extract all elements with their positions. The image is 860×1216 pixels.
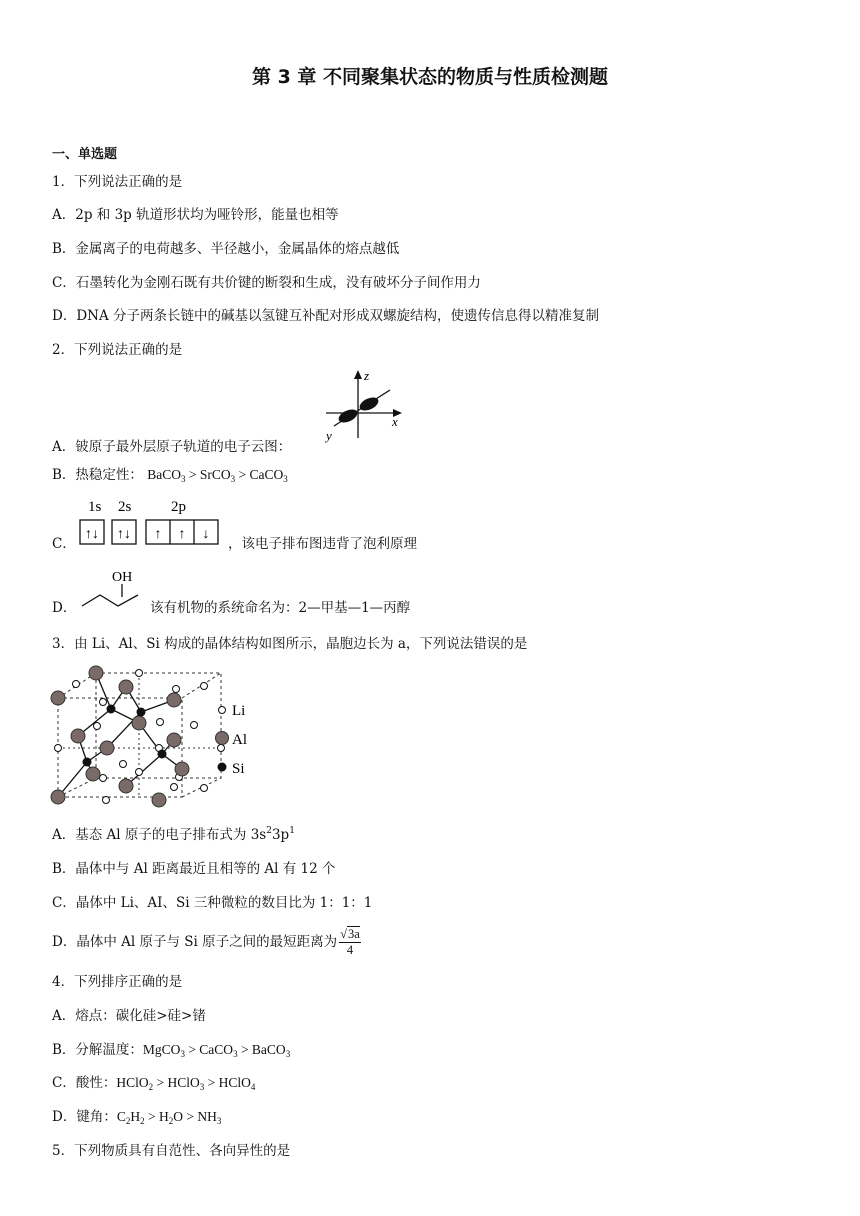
axis-x-label: x xyxy=(392,414,398,429)
q1-option-b: B．金属离子的电荷越多、半径越小，金属晶体的熔点越低 xyxy=(52,241,400,257)
orbital-box-2s: ↑↓ xyxy=(117,527,131,542)
orbital-label-2s: 2s xyxy=(118,499,132,515)
organic-structure xyxy=(76,566,146,614)
q2-option-b-label: B．热稳定性： xyxy=(52,467,143,483)
q1-option-c: C．石墨转化为金刚石既有共价键的断裂和生成，没有破坏分子间作用力 xyxy=(52,275,481,291)
axis-z-label: z xyxy=(364,368,370,383)
q5-stem: 5．下列物质具有自范性、各向异性的是 xyxy=(52,1143,291,1159)
q4-option-c: C．酸性：HClO$_2$ > HClO$_3$ > HClO$_4$ xyxy=(52,1075,256,1092)
orbital-label-1s: 1s xyxy=(88,499,102,515)
legend-li: Li xyxy=(232,703,246,719)
hydroxyl-label: OH xyxy=(112,570,133,585)
page-title: 第 3 章 不同聚集状态的物质与性质检测题 xyxy=(251,66,609,88)
q2-option-b xyxy=(52,466,288,484)
crystal-structure-figure xyxy=(44,664,264,814)
axis-y-label: y xyxy=(326,428,332,443)
legend-al: Al xyxy=(232,732,247,748)
thermal-stability-formula: BaCO$_3$ > SrCO$_3$ > CaCO$_3$ xyxy=(147,467,288,484)
q3-option-b: B．晶体中与 Al 距离最近且相等的 Al 有 12 个 xyxy=(52,861,336,877)
orbital-box-1s: ↑↓ xyxy=(85,527,99,542)
q4-option-d: D．键角：$C_2H_2 > H_2O > NH_3$ xyxy=(52,1109,222,1126)
q2-option-c-text: ，该电子排布图违背了泡利原理 xyxy=(228,536,417,552)
orbital-diagram xyxy=(76,494,226,550)
distance-fraction: $\frac{√3a}{4}$ xyxy=(340,927,360,957)
q4-stem: 4．下列排序正确的是 xyxy=(52,974,183,990)
bond-angle-formula: $C_2H_2 > H_2O > NH_3$ xyxy=(116,1109,222,1126)
q3-option-d: D．晶体中 Al 原子与 Si 原子之间的最短距离为 $\frac{√3a}{4}$ xyxy=(52,927,360,957)
orbital-box-2px: ↑ xyxy=(154,527,162,542)
orbital-box-2pz: ↓ xyxy=(202,527,210,542)
q2-stem: 2．下列说法正确的是 xyxy=(52,342,183,358)
acidity-formula: HClO$_2$ > HClO$_3$ > HClO$_4$ xyxy=(116,1075,256,1092)
q4-option-b: B．分解温度：MgCO$_3$ > CaCO$_3$ > BaCO$_3$ xyxy=(52,1042,291,1059)
q2-option-d-prefix: D． xyxy=(52,600,77,616)
q3-option-c: C．晶体中 Li、AI、Si 三种微粒的数目比为 1：1：1 xyxy=(52,895,373,911)
section-heading: 一、单选题 xyxy=(52,147,118,162)
orbital-label-2p: 2p xyxy=(171,499,186,515)
electron-cloud-figure xyxy=(320,366,410,444)
q1-option-d: D．DNA 分子两条长链中的碱基以氢键互补配对形成双螺旋结构，使遗传信息得以精准复制 xyxy=(52,308,599,324)
q1-option-a: A．2p 和 3p 轨道形状均为哑铃形，能量也相等 xyxy=(52,207,339,223)
q4-option-a: A．熔点：碳化硅>硅>锗 xyxy=(52,1008,206,1024)
q1-stem: 1．下列说法正确的是 xyxy=(52,174,183,190)
q2-option-d-text: 该有机物的系统命名为：2—甲基—1—丙醇 xyxy=(150,600,411,616)
orbital-box-2py: ↑ xyxy=(178,527,186,542)
q2-option-c-prefix: C． xyxy=(52,536,76,552)
q3-option-a: A．基态 Al 原子的电子排布式为 $3s^23p^1$ xyxy=(52,826,295,843)
q3-stem: 3．由 Li、Al、Si 构成的晶体结构如图所示，晶胞边长为 a，下列说法错误的是 xyxy=(52,636,528,652)
decomposition-formula: MgCO$_3$ > CaCO$_3$ > BaCO$_3$ xyxy=(142,1042,291,1059)
q2-option-a: A．铍原子最外层原子轨道的电子云图： xyxy=(52,439,292,455)
legend-si: Si xyxy=(232,761,245,777)
